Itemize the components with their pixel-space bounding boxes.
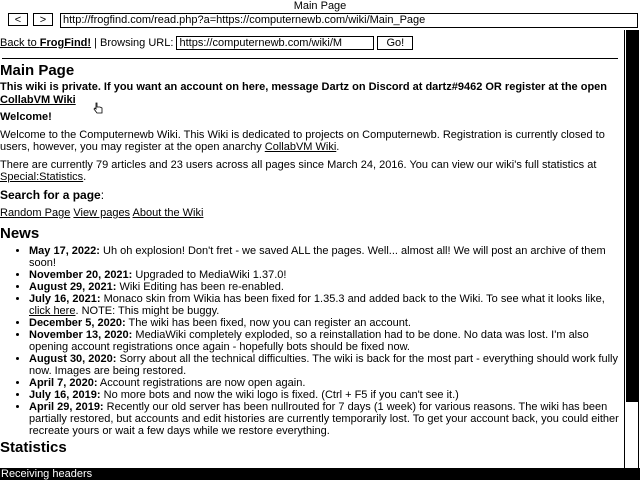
news-item <box>29 377 620 389</box>
welcome-text: Welcome to the Computernewb Wiki. This Wiki is dedicated to projects on Computernewb. Registration is currently closed to users, however, you may register at the open anarchy <box>0 129 605 153</box>
news-date: August 29, 2021: <box>29 281 117 293</box>
scrollbar-thumb[interactable] <box>626 30 638 402</box>
search-label <box>0 189 620 201</box>
news-text: Recently our old server has been nullrouted for 7 days (1 week) for various reasons. The wiki has been partially restored, but accounts and edit histories are currently temporarily lost. To get your account back, you could either recreate yours or wait a few days while we restore everything. <box>29 401 619 437</box>
statistics-heading: Statistics <box>0 439 67 456</box>
news-text: Monaco skin from Wikia has been fixed for 1.35.3 and added back to the Wiki. To see what it looks like, <box>100 293 605 305</box>
news-text-post: . NOTE: This might be buggy. <box>75 305 220 317</box>
vertical-scrollbar[interactable] <box>626 30 639 468</box>
navigation-bar <box>0 12 640 28</box>
quick-links <box>0 207 620 219</box>
news-text: Upgraded to MediaWiki 1.37.0! <box>132 269 287 281</box>
news-item <box>29 389 620 401</box>
back-to-frogfind-link[interactable] <box>0 37 91 49</box>
stats-post: . <box>83 171 87 183</box>
collabvm-wiki-link[interactable]: CollabVM Wiki <box>0 94 76 106</box>
news-text: Sorry about all the technical difficulties. The wiki is back for the most part - everything should work fully now. Images are being restored. <box>29 353 618 377</box>
news-date: May 17, 2022: <box>29 245 100 257</box>
news-date: August 30, 2020: <box>29 353 117 365</box>
view-pages-link[interactable]: View pages <box>73 207 131 219</box>
search-colon: : <box>100 188 105 202</box>
news-date: November 20, 2021: <box>29 269 133 281</box>
news-item <box>29 269 620 281</box>
window-title: Main Page <box>293 0 347 12</box>
news-heading: News <box>0 225 40 242</box>
random-page-link[interactable]: Random Page <box>0 207 71 219</box>
article-body <box>0 62 620 457</box>
news-item <box>29 281 620 293</box>
back-button[interactable] <box>8 13 28 26</box>
news-date: November 13, 2020: <box>29 329 133 341</box>
welcome-heading: Welcome! <box>0 111 52 123</box>
news-date: July 16, 2019: <box>29 389 101 401</box>
news-date: December 5, 2020: <box>29 317 126 329</box>
chevron-right-icon: > <box>39 14 47 26</box>
news-link[interactable]: click here <box>29 305 76 317</box>
forward-button[interactable] <box>33 13 53 26</box>
news-list <box>0 245 620 437</box>
news-date: April 7, 2020: <box>29 377 98 389</box>
stats-text: There are currently 79 articles and 23 users across all pages since March 24, 2016. You can view our wiki's full statistics at <box>0 159 597 171</box>
special-statistics-link[interactable]: Special:Statistics <box>0 171 84 183</box>
news-date: July 16, 2021: <box>29 293 101 305</box>
welcome-paragraph <box>0 129 620 153</box>
news-item <box>29 329 620 353</box>
scrollbar-border <box>624 30 625 468</box>
news-text: Uh oh explosion! Don't fret - we saved ALL the pages. Well... almost all! We will post an archive of them soon! <box>29 245 606 269</box>
chevron-left-icon: < <box>14 14 22 26</box>
frogfind-brand: FrogFind! <box>39 36 92 49</box>
welcome-post: . <box>336 141 340 153</box>
collabvm-wiki-link-2[interactable]: CollabVM Wiki <box>264 141 337 153</box>
search-label-text: Search for a page <box>0 188 101 202</box>
about-wiki-link[interactable]: About the Wiki <box>132 207 204 219</box>
news-text: The wiki has been fixed, now you can register an account. <box>125 317 411 329</box>
news-item <box>29 293 620 317</box>
news-item <box>29 317 620 329</box>
news-text: Account registrations are now open again. <box>97 377 306 389</box>
notice-text: This wiki is private. If you want an account on here, message Dartz on Discord at dartz#9462 OR register at the open <box>0 81 607 93</box>
news-text: MediaWiki completely exploded, so a reinstallation had to be done. No data was lost. I'm also opening account registrations once again - hopefully bots should be fixed now. <box>29 329 589 353</box>
news-text: Wiki Editing has been re-enabled. <box>116 281 284 293</box>
back-prefix: Back to <box>0 36 40 49</box>
browsing-url-label: | Browsing URL: <box>91 36 177 49</box>
address-bar[interactable]: http://frogfind.com/read.php?a=https://computernewb.com/wiki/Main_Page <box>60 13 638 28</box>
page-content <box>0 30 624 468</box>
news-text: No more bots and now the wiki logo is fixed. (Ctrl + F5 if you can't see it.) <box>100 389 459 401</box>
stats-paragraph <box>0 159 620 183</box>
page-title: Main Page <box>0 62 75 79</box>
news-date: April 29, 2019: <box>29 401 104 413</box>
browse-url-input[interactable]: https://computernewb.com/wiki/M <box>176 36 374 50</box>
go-button[interactable]: Go! <box>377 36 413 50</box>
news-item <box>29 401 620 437</box>
hand-cursor-icon <box>93 102 103 114</box>
divider <box>2 58 618 59</box>
news-item <box>29 353 620 377</box>
status-bar: Receiving headers <box>0 468 640 480</box>
frogfind-header <box>0 36 413 50</box>
news-item <box>29 245 620 269</box>
